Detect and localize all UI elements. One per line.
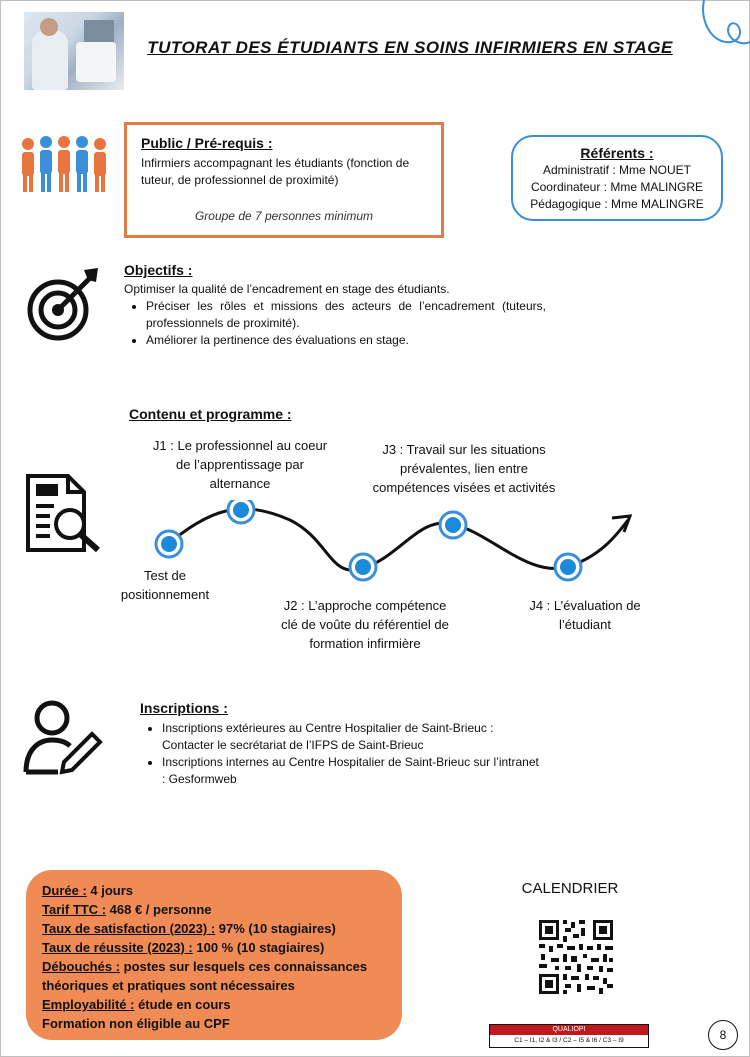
- objectifs-heading: Objectifs :: [124, 262, 193, 278]
- referent-line: Administratif : Mme NOUET: [542, 163, 692, 177]
- inscriptions-heading: Inscriptions :: [140, 700, 228, 716]
- decorative-swirl: [700, 0, 750, 60]
- public-heading: Public / Pré-requis :: [141, 135, 273, 151]
- step-label-j1: J1 : Le professionnel au coeur de l’apprentissage par alternance: [152, 438, 328, 491]
- target-icon: [24, 266, 104, 342]
- document-search-icon: [24, 472, 104, 556]
- header-photo: [24, 12, 124, 90]
- user-edit-icon: [22, 698, 104, 780]
- public-box: [124, 122, 444, 238]
- objectif-item: • Préciser les rôles et missions des acteurs de l’encadrement (tuteurs, professionnels de proximité).: [146, 298, 546, 332]
- satisfaction-value: 97% (10 stagiaires): [215, 921, 336, 936]
- inscriptions-list: [146, 720, 542, 788]
- employabilite-label: Employabilité :: [42, 997, 135, 1012]
- page-number: 8: [708, 1020, 738, 1050]
- objectifs-list: [130, 298, 546, 349]
- qualiopi-title: QUALIOPI: [490, 1025, 648, 1035]
- public-text: Infirmiers accompagnant les étudiants (fonction de tuteur, de professionnel de proximité): [141, 156, 410, 187]
- inscription-item: • Inscriptions extérieures au Centre Hospitalier de Saint-Brieuc : Contacter le secrétariat de l’IFPS de Saint-Brieuc: [162, 720, 542, 754]
- step-label-j3: J3 : Travail sur les situations prévalentes, lien entre compétences visées et activités: [372, 442, 556, 495]
- referent-line: Coordinateur : Mme MALINGRE: [530, 180, 704, 194]
- referents-box: [511, 135, 723, 221]
- reussite-label: Taux de réussite (2023) :: [42, 940, 193, 955]
- referent-line: Pédagogique : Mme MALINGRE: [530, 197, 704, 211]
- objectifs-intro: Optimiser la qualité de l’encadrement en stage des étudiants.: [124, 282, 450, 296]
- contenu-heading: Contenu et programme :: [129, 406, 292, 422]
- group-people-icon: [18, 132, 112, 194]
- duree-value: 4 jours: [86, 883, 134, 898]
- qr-code[interactable]: [537, 918, 615, 996]
- duree-label: Durée :: [42, 883, 87, 898]
- page-title: TUTORAT DES ÉTUDIANTS EN SOINS INFIRMIERS EN STAGE: [147, 38, 673, 57]
- debouches-value: postes sur lesquels ces connaissances: [120, 959, 368, 974]
- step-label-test: Test de positionnement: [120, 568, 210, 602]
- calendrier-label: CALENDRIER: [521, 880, 619, 897]
- cpf-note: Formation non éligible au CPF: [42, 1016, 230, 1031]
- debouches-value-2: théoriques et pratiques sont nécessaires: [42, 978, 295, 993]
- employabilite-value: étude en cours: [134, 997, 231, 1012]
- satisfaction-label: Taux de satisfaction (2023) :: [42, 921, 216, 936]
- qualiopi-badge: [489, 1024, 649, 1048]
- public-note: Groupe de 7 personnes minimum: [194, 209, 374, 223]
- inscription-item: • Inscriptions internes au Centre Hospitalier de Saint-Brieuc sur l’intranet : Gesformweb: [162, 754, 542, 788]
- qualiopi-codes: C1 – I1, I2 & I3 / C2 – I5 & I6 / C3 – I9: [514, 1037, 624, 1044]
- referents-heading: Référents :: [580, 145, 654, 161]
- reussite-value: 100 % (10 stagiaires): [192, 940, 325, 955]
- debouches-label: Débouchés :: [42, 959, 121, 974]
- step-label-j4: J4 : L’évaluation de l’étudiant: [529, 598, 641, 632]
- objectif-item: • Améliorer la pertinence des évaluations en stage.: [146, 332, 546, 349]
- info-box: [26, 870, 402, 1040]
- tarif-label: Tarif TTC :: [42, 902, 107, 917]
- step-label-j2: J2 : L’approche compétence clé de voûte du référentiel de formation infirmière: [281, 598, 449, 651]
- tarif-value: 468 € / personne: [106, 902, 212, 917]
